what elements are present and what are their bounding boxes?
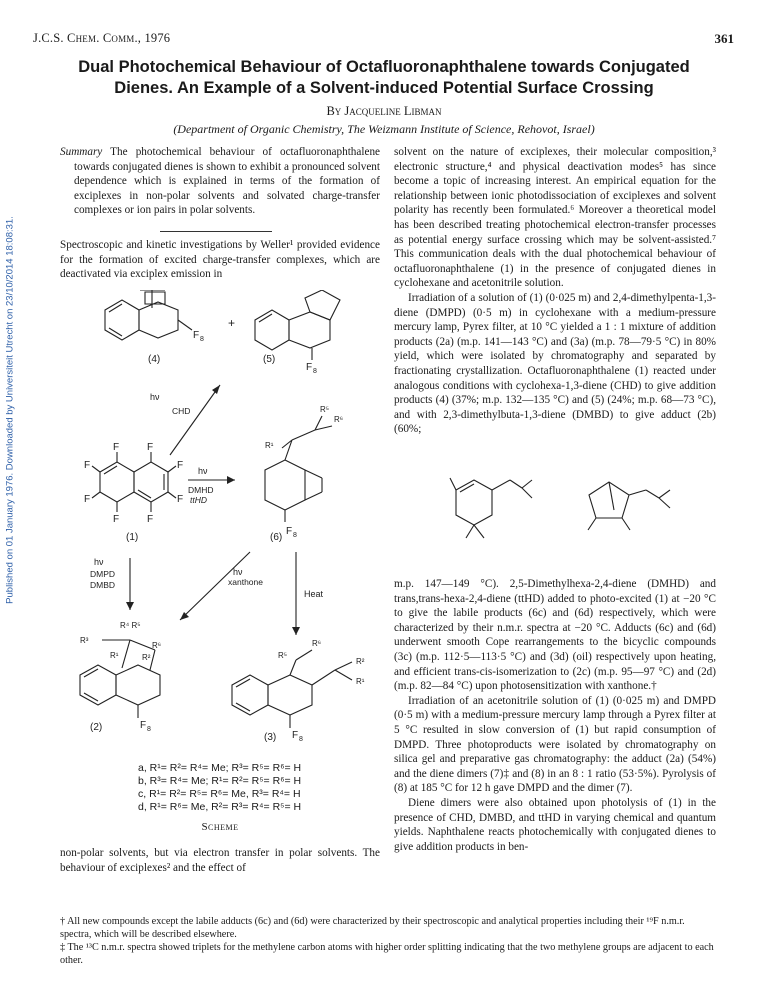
compound-3-structure — [232, 650, 352, 728]
svg-text:R⁵: R⁵ — [278, 651, 288, 660]
summary — [60, 145, 380, 218]
download-sidebar-text: Published on 01 January 1976. Downloaded by Universiteit Utrecht on 23/10/2014 18:08:31. — [4, 216, 16, 604]
compound-2-label: (2) — [90, 722, 103, 733]
svg-text:R⁶: R⁶ — [312, 639, 322, 648]
right-para-1: solvent on the nature of exciplexes, their molecular composition,³ electronic structure,⁴ and physical deactivation modes⁵ has since become a topic of increasing interest. An empirical equation for the relationship between ionic photodissociation of exciplexes and solvent polarity has recently been formulated.⁶ Moreover a theoretical model has been described treating photochemical electron-transfer processes as potential energy surface crossing which may be solvent-assisted.⁷ This communication deals with the dual photochemical behaviour of octafluoronaphthalene (1) in the presence of conjugated dienes in cyclohexane and acetonitrile solution. — [394, 146, 716, 290]
f-atom: F — [177, 494, 184, 505]
f8-sub-4: 8 — [200, 336, 204, 343]
chd-label: CHD — [172, 406, 191, 416]
f-atom: F — [147, 442, 154, 453]
summary-divider — [160, 231, 272, 232]
left-intro-text: Spectroscopic and kinetic investigations by Weller¹ provided evidence for the formation of excited charge-transfer complexes, which are deactivated via exciplex emission in — [60, 239, 380, 281]
right-para-5: Diene dimers were also obtained upon photolysis of (1) in the presence of CHD, DMBD, and ttHD in varying chemical and quantum yields. Naphthalene reacts photochemically with conjugated dienes to give addition products in ben- — [394, 796, 716, 853]
hv-label-chd: hν — [150, 392, 160, 402]
compound-1-label: (1) — [126, 532, 139, 543]
right-para-4: Irradiation of an acetonitrile solution of (1) (0·025 m) and DMPD (0·5 m) with a medium-pressure mercury lamp through a Pyrex filter at 5 °C resulted in slow conversion of (1) but rapid consumption of DMPD. Three photoproducts were isolated by chromatography on silica gel and preparative gas chromatography: the adduct (2a) (54%) and the diene dimers (7)‡ and (8) in an 8 : 1 ratio (53·5%). Pyrolysis of (8) at 185 °C for 12 h gave DMPD and the dimer (7). — [394, 694, 716, 795]
dmpd-label: DMPD — [90, 569, 116, 579]
f8-label-4: F — [193, 330, 200, 341]
summary-text: The photochemical behaviour of octafluoronaphthalene towards conjugated dienes is shown to exhibit a pronounced solvent dependence which is explained in terms of the formation of exciplexes in non-polar solvents and solvated charge-transfer complexes or ion pairs in polar solvents. — [74, 146, 380, 217]
dmhd-label: DMHD — [188, 485, 214, 495]
compound-5-label: (5) — [263, 354, 276, 365]
reaction-scheme — [60, 290, 380, 810]
hv-label-dmpd: hν — [94, 557, 104, 567]
f-atom: F — [147, 514, 154, 525]
svg-text:R²: R² — [142, 653, 151, 662]
arrow-to-4-5 — [170, 385, 220, 455]
f8-sub-5: 8 — [313, 368, 317, 375]
f-atom: F — [177, 460, 184, 471]
footnote-dagger: † All new compounds except the labile adducts (6c) and (6d) were characterized by their spectroscopic and analytical properties including their ¹⁹F n.m.r. spectra, which will be described elsewhere. — [60, 916, 685, 940]
compound-7-structure — [450, 478, 532, 538]
compound-8-structure — [588, 482, 670, 530]
left-bottom-text: non-polar solvents, but via electron transfer in polar solvents. The behaviour of exciplexes² and the effect of — [60, 847, 380, 874]
compound-8-label: (8) — [604, 543, 617, 554]
compound-6-label: (6) — [270, 532, 283, 543]
compound-4-structure — [105, 290, 192, 340]
tthd-label: ttHD — [190, 495, 207, 505]
summary-label: Summary — [60, 146, 103, 158]
dimer-structures — [394, 470, 716, 580]
download-sidebar — [2, 200, 18, 620]
f-atom: F — [113, 442, 120, 453]
compound-1-structure — [92, 452, 176, 512]
f8-sub-6: 8 — [293, 532, 297, 539]
byline: By Jacqueline Libman — [326, 104, 442, 118]
xanthone-label: xanthone — [228, 577, 263, 587]
svg-text:R¹: R¹ — [356, 677, 365, 686]
right-para-2: Irradiation of a solution of (1) (0·025 m) and 2,4-dimethylpenta-1,3-diene (DMPD) (0·5 m) in cyclohexane with a medium-pressure mercury lamp, Pyrex filter, at 10 °C yielded a 1 : 1 mixture of addition products (2a) (m.p. 141—143 °C) and (3a) (m.p. 78—79·5 °C) in 80% yield, which were isolated by chromatography and separated by fractionating crystallization. Octafluoronaphthalene (1) reacted under analogous conditions with cyclohexa-1,3-diene (CHD) to give addition products (4) (37%; m.p. 132—135 °C) and (5) (24%; m.p. 68—73 °C), and with 2,3-dimethylbuta-1,3-diene (DMBD) to give adduct (2b) (60%; — [394, 291, 716, 436]
compound-3-label: (3) — [264, 732, 277, 743]
legend-c: c, R¹= R²= R⁵= R⁶= Me, R³= R⁴= H — [138, 788, 301, 800]
f8-label-6: F — [286, 526, 293, 537]
title-line-2: Dienes. An Example of a Solvent-induced Potential Surface Crossing — [114, 79, 654, 97]
compound-2-structure — [80, 640, 160, 718]
svg-text:R¹: R¹ — [265, 441, 274, 450]
affiliation: (Department of Organic Chemistry, The Weizmann Institute of Science, Rehovot, Israel) — [173, 122, 595, 136]
legend-b: b, R³= R⁴= Me; R¹= R²= R⁵= R⁶= H — [138, 775, 302, 787]
svg-text:R⁵: R⁵ — [320, 405, 330, 414]
page-number: 361 — [714, 31, 734, 46]
f-atom: F — [113, 514, 120, 525]
f8-label-2: F — [140, 720, 147, 731]
legend-d: d, R¹= R⁶= Me, R²= R³= R⁴= R⁵= H — [138, 801, 302, 813]
hv-label-xanthone: hν — [233, 567, 243, 577]
right-column-top — [394, 145, 716, 437]
right-column-bottom — [394, 577, 716, 854]
svg-text:R⁴ R⁵: R⁴ R⁵ — [120, 621, 141, 630]
svg-text:R⁶: R⁶ — [334, 415, 344, 424]
f-atom: F — [84, 494, 91, 505]
right-para-3: m.p. 147—149 °C). 2,5-Dimethylhexa-2,4-diene (DMHD) and trans,trans-hexa-2,4-diene (ttHD) added to photo-excited (1) at −20 °C to give the labile products (6c) and (6d) respectively, which were characterized by their n.m.r. spectra at −20 °C. Adducts (6c) and (6d) underwent smooth Cope rearrangements to the bicyclic compounds (3c) (m.p. 112·5—113·5 °C) and (3d) (oil) respectively upon heating, and efficient trans-cis-isomerization to (2c) (m.p. 95—97 °C) and (2d) (m.p. 82—84 °C) upon photosensitization with xanthone.† — [394, 578, 716, 693]
compound-5-structure — [255, 290, 340, 360]
article-title — [40, 57, 728, 99]
journal-header: J.C.S. Chem. Comm., 1976 — [33, 31, 171, 45]
compound-6-structure — [265, 416, 332, 522]
f8-sub-2: 8 — [147, 726, 151, 733]
f8-label-3: F — [292, 730, 299, 741]
svg-text:R²: R² — [356, 657, 365, 666]
footnotes — [60, 916, 716, 968]
svg-text:R⁶: R⁶ — [152, 641, 162, 650]
compound-4-label: (4) — [148, 354, 161, 365]
substituent-legend — [138, 762, 301, 814]
svg-text:R³: R³ — [80, 636, 89, 645]
heat-label: Heat — [304, 589, 324, 599]
f8-label-5: F — [306, 362, 313, 373]
footnote-double-dagger: ‡ The ¹³C n.m.r. spectra showed triplets for the methylene carbon atoms with higher order splitting indicating that the two methylene groups are adjacent to each other. — [60, 942, 714, 966]
dmbd-label: DMBD — [90, 580, 116, 590]
f-atom: F — [84, 460, 91, 471]
svg-text:R¹: R¹ — [110, 651, 119, 660]
compound-7-label: (7) — [472, 543, 485, 554]
hv-label-dmhd: hν — [198, 466, 208, 476]
f8-sub-3: 8 — [299, 736, 303, 743]
left-bottom — [60, 846, 380, 875]
left-intro — [60, 238, 380, 282]
plus-sign: + — [228, 316, 236, 330]
title-line-1: Dual Photochemical Behaviour of Octafluoronaphthalene towards Conjugated — [78, 58, 690, 76]
legend-a: a, R¹= R²= R⁴= Me; R³= R⁵= R⁶= H — [138, 762, 302, 774]
scheme-caption: Scheme — [201, 821, 239, 833]
